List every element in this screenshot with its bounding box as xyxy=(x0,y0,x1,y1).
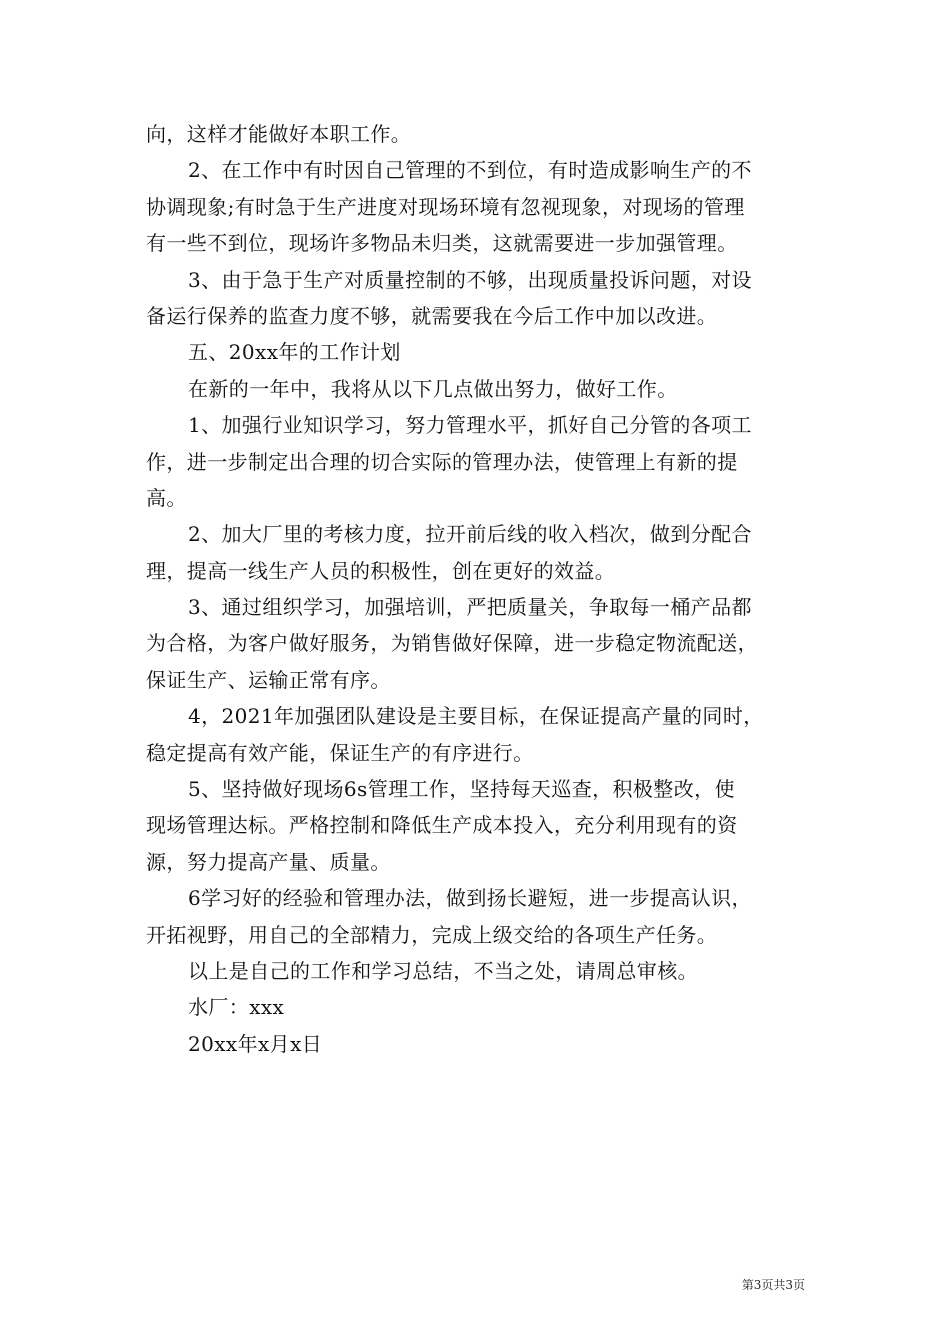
page-number: 第3页共3页 xyxy=(741,1278,805,1292)
text-line: 2、在工作中有时因自己管理的不到位，有时造成影响生产的不 xyxy=(188,158,752,183)
text-line: 协调现象;有时急于生产进度对现场环境有忽视现象，对现场的管理 xyxy=(146,194,745,219)
text-line: 开拓视野，用自己的全部精力，完成上级交给的各项生产任务。 xyxy=(146,922,718,947)
text-line: 作，进一步制定出合理的切合实际的管理办法，使管理上有新的提 xyxy=(146,449,738,474)
date-line: 20xx年x月x日 xyxy=(188,1031,323,1056)
text-line: 有一些不到位，现场许多物品未归类，这就需要进一步加强管理。 xyxy=(146,231,738,256)
signature-line: 水厂：xxx xyxy=(188,995,285,1020)
text-line: 高。 xyxy=(146,485,187,510)
text-line: 源，努力提高产量、质量。 xyxy=(146,849,391,874)
text-line: 向，这样才能做好本职工作。 xyxy=(146,122,412,146)
text-line: 理，提高一线生产人员的积极性，创在更好的效益。 xyxy=(146,558,616,583)
text-line: 在新的一年中，我将从以下几点做出努力，做好工作。 xyxy=(188,376,678,401)
text-line: 备运行保养的监查力度不够，就需要我在今后工作中加以改进。 xyxy=(146,303,718,328)
text-line: 以上是自己的工作和学习总结，不当之处，请周总审核。 xyxy=(188,958,698,983)
text-line: 4，2021年加强团队建设是主要目标，在保证提高产量的同时， xyxy=(188,704,764,729)
document-body xyxy=(146,116,812,1062)
text-line: 3、由于急于生产对质量控制的不够，出现质量投诉问题，对设 xyxy=(188,267,752,292)
section-heading: 五、20xx年的工作计划 xyxy=(188,340,401,365)
text-line: 3、通过组织学习，加强培训，严把质量关，争取每一桶产品都 xyxy=(188,595,752,620)
text-line: 2、加大厂里的考核力度，拉开前后线的收入档次，做到分配合 xyxy=(188,522,752,547)
text-line: 稳定提高有效产能，保证生产的有序进行。 xyxy=(146,740,534,765)
text-line: 1、加强行业知识学习，努力管理水平，抓好自己分管的各项工 xyxy=(188,413,752,438)
text-line: 6学习好的经验和管理办法，做到扬长避短，进一步提高认识， xyxy=(188,886,752,911)
text-line: 为合格，为客户做好服务，为销售做好保障，进一步稳定物流配送， xyxy=(146,631,758,656)
text-line: 现场管理达标。严格控制和降低生产成本投入，充分利用现有的资 xyxy=(146,813,738,838)
text-line: 保证生产、运输正常有序。 xyxy=(146,667,391,692)
text-line: 5、坚持做好现场6s管理工作，坚持每天巡查，积极整改，使 xyxy=(188,777,735,802)
